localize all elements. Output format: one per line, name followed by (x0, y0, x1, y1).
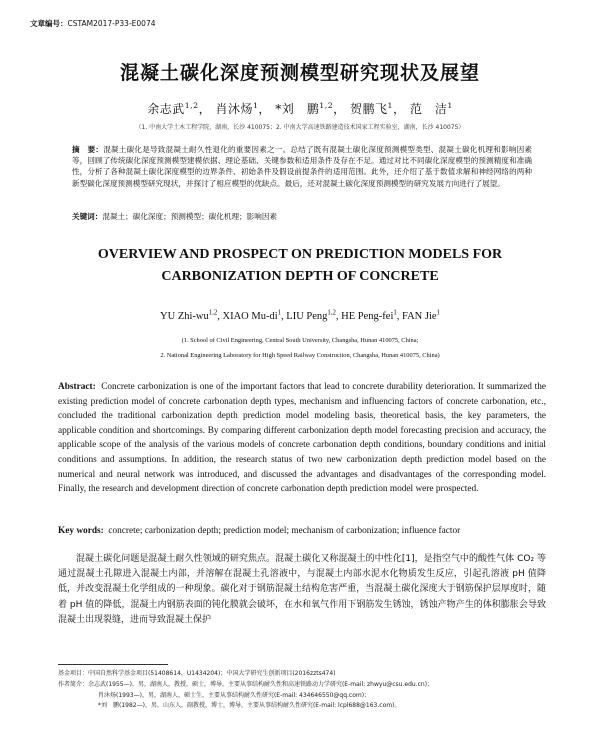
footnote-divider (58, 664, 168, 665)
chinese-affiliation: （1. 中南大学土木工程学院，湖南，长沙 410075；2. 中南大学高速铁路建造技术国家工程实验室，湖南，长沙 410075） (135, 124, 465, 131)
en-author-3: LIU Peng$^{1,2}$ (286, 309, 336, 322)
footnote-author-3: *刘 鹏(1982—)，男，山东人，副教授，博士，博导，主要从事结构耐久性研究(E-mail: lcpl688@163.com)。 (98, 702, 401, 710)
english-keywords-text: concrete; carbonization depth; prediction model; mechanism of carbonization; influence factor (108, 526, 461, 536)
en-author-5: FAN Jie$^1$ (402, 309, 440, 322)
cn-author-5: 范 洁$^1$ (409, 101, 453, 116)
footnote-fund: 基金项目：中国自然科学基金项目(51408614，U1434204)；中国大学研究生创新项目(2016zzts474) (58, 670, 336, 677)
footnote-author-1: 作者简介：余志武(1955—)，男，湖南人，教授，硕士，博导，主要从事结构耐久性和高速铁路动力学研究(E-mail: zhwyu@csu.edu.cn)； (58, 680, 434, 688)
cn-author-1: 余志武$^{1,2}$ (147, 101, 199, 116)
cn-author-3: *刘 鹏$^{1,2}$ (275, 101, 334, 116)
en-author-2: XIAO $Mu-di^1$ (222, 309, 282, 322)
body-paragraph: 混凝土碳化问题是混凝土耐久性领域的研究焦点。混凝土碳化又称混凝土的中性化[1]，是指空气中的酸性气体 CO₂ 等通过混凝土孔隙进入混凝土内部，并溶解在混凝土孔溶液中，与混凝土内部水泥水化物质发生反应，引起孔溶液 pH 值降低，并改变混凝土化学组成的一种现象。碳化对于钢筋混凝土结构危害严重，当混凝土碳化深度大于钢筋保护层厚度时，随着 pH 值的降低，混凝土内钢筋表面的钝化膜就会破坏，在水和氧气作用下钢筋发生锈蚀，锈蚀产物产生的体积膨胀会导致混凝土出现裂缝，进而导致混凝土保护 (58, 554, 546, 625)
english-title-line-2: CARBONIZATION DEPTH OF CONCRETE (161, 269, 439, 284)
chinese-authors: 余志武$^{1,2}$， 肖沐炀$^1$， *刘 鹏$^{1,2}$， 贺鹏飞$^1$， 范 洁$^1$ (147, 101, 453, 116)
chinese-title: 混凝土碳化深度预测模型研究现状及展望 (119, 62, 480, 84)
english-abstract (58, 380, 546, 497)
english-affiliation-1: (1. School of Civil Engineering, Central South University, Changsha, Hunan 410075, China; (181, 337, 419, 344)
cn-author-4: 贺鹏飞$^1$ (350, 101, 393, 116)
chinese-keywords (72, 211, 532, 222)
english-title (0, 244, 600, 288)
english-abstract-text: Concrete carbonization is one of the important factors that lead to concrete durability deterioration. It summarized the existing prediction model of concrete carbonation depth types, mechanism and influencing factors of concrete carbonation, etc., concluded the traditional carbonization depth prediction model modeling basis, theoretical basis, the key parameters, the applicable condition and shortcomings. By comparing different carbonization depth model forecasting precision and accuracy, the applicable scope of the analysis of the various models of concrete carbonation depth conditions, boundary conditions and initial conditions and assumptions. In addition, the research status of two new carbonization depth prediction model based on the numerical and neural network was introduced, and discussed the advantages and disadvantages of the corresponding model. Finally, the research and development direction of concrete carbonation depth prediction model were prospected. (58, 382, 546, 495)
english-keywords-label: Key words: (58, 526, 104, 536)
english-keywords (58, 526, 546, 536)
english-abstract-label: Abstract: (58, 382, 96, 392)
footnote-author-2: 肖沐炀(1993—)，男，湖南人，硕士生，主要从事结构耐久性研究(E-mail: 434646550@qq.com)； (98, 691, 371, 699)
footnotes (58, 669, 546, 712)
en-author-4: HE Peng-fei$^1$ (341, 309, 397, 322)
en-author-1: YU Zhi-wu$^{1,2}$ (160, 309, 218, 322)
chinese-abstract-text: 混凝土碳化是导致混凝土耐久性退化的重要因素之一。总结了既有混凝土碳化深度预测模型类型、混凝土碳化机理和影响因素等，回顾了传统碳化深度预测模型建模依据、理论基础、关键参数和适用条件及存在不足。通过对比不同碳化深度模型的预测精度和准确性，分析了各种混凝土碳化深度模型的边界条件、初始条件及假设前提条件的适用范围。此外，还介绍了基于数值求解和神经网络的两种新型碳化深度预测模型研究现状，并探讨了相应模型的优缺点。最后，还对混凝土碳化深度预测模型的研究发展方向进行了展望。 (72, 145, 532, 188)
document-number (30, 18, 156, 29)
chinese-abstract-label: 摘 要： (72, 145, 104, 154)
chinese-keywords-text: 混凝土；碳化深度；预测模型；碳化机理；影响因素 (102, 212, 278, 221)
chinese-abstract (72, 144, 532, 189)
cn-author-2: 肖沐炀$^1$ (215, 101, 259, 116)
english-title-line-1: OVERVIEW AND PROSPECT ON PREDICTION MODELS FOR (97, 247, 503, 262)
english-authors: YU Zhi-wu$^{1,2}$, XIAO $Mu-di^1$, LIU Peng$^{1,2}$, HE Peng-fei$^1$, FAN Jie$^1$ (160, 309, 440, 322)
document-number-value: CSTAM2017-P33-E0074 (67, 19, 156, 28)
document-number-label: 文章编号： (30, 19, 68, 28)
english-affiliation-2: 2. National Engineering Laboratory for High Speed Railway Construction, Changsha, Hunan 410075, China) (160, 352, 440, 359)
english-affiliation (0, 333, 600, 363)
chinese-keywords-label: 关键词： (72, 212, 103, 221)
